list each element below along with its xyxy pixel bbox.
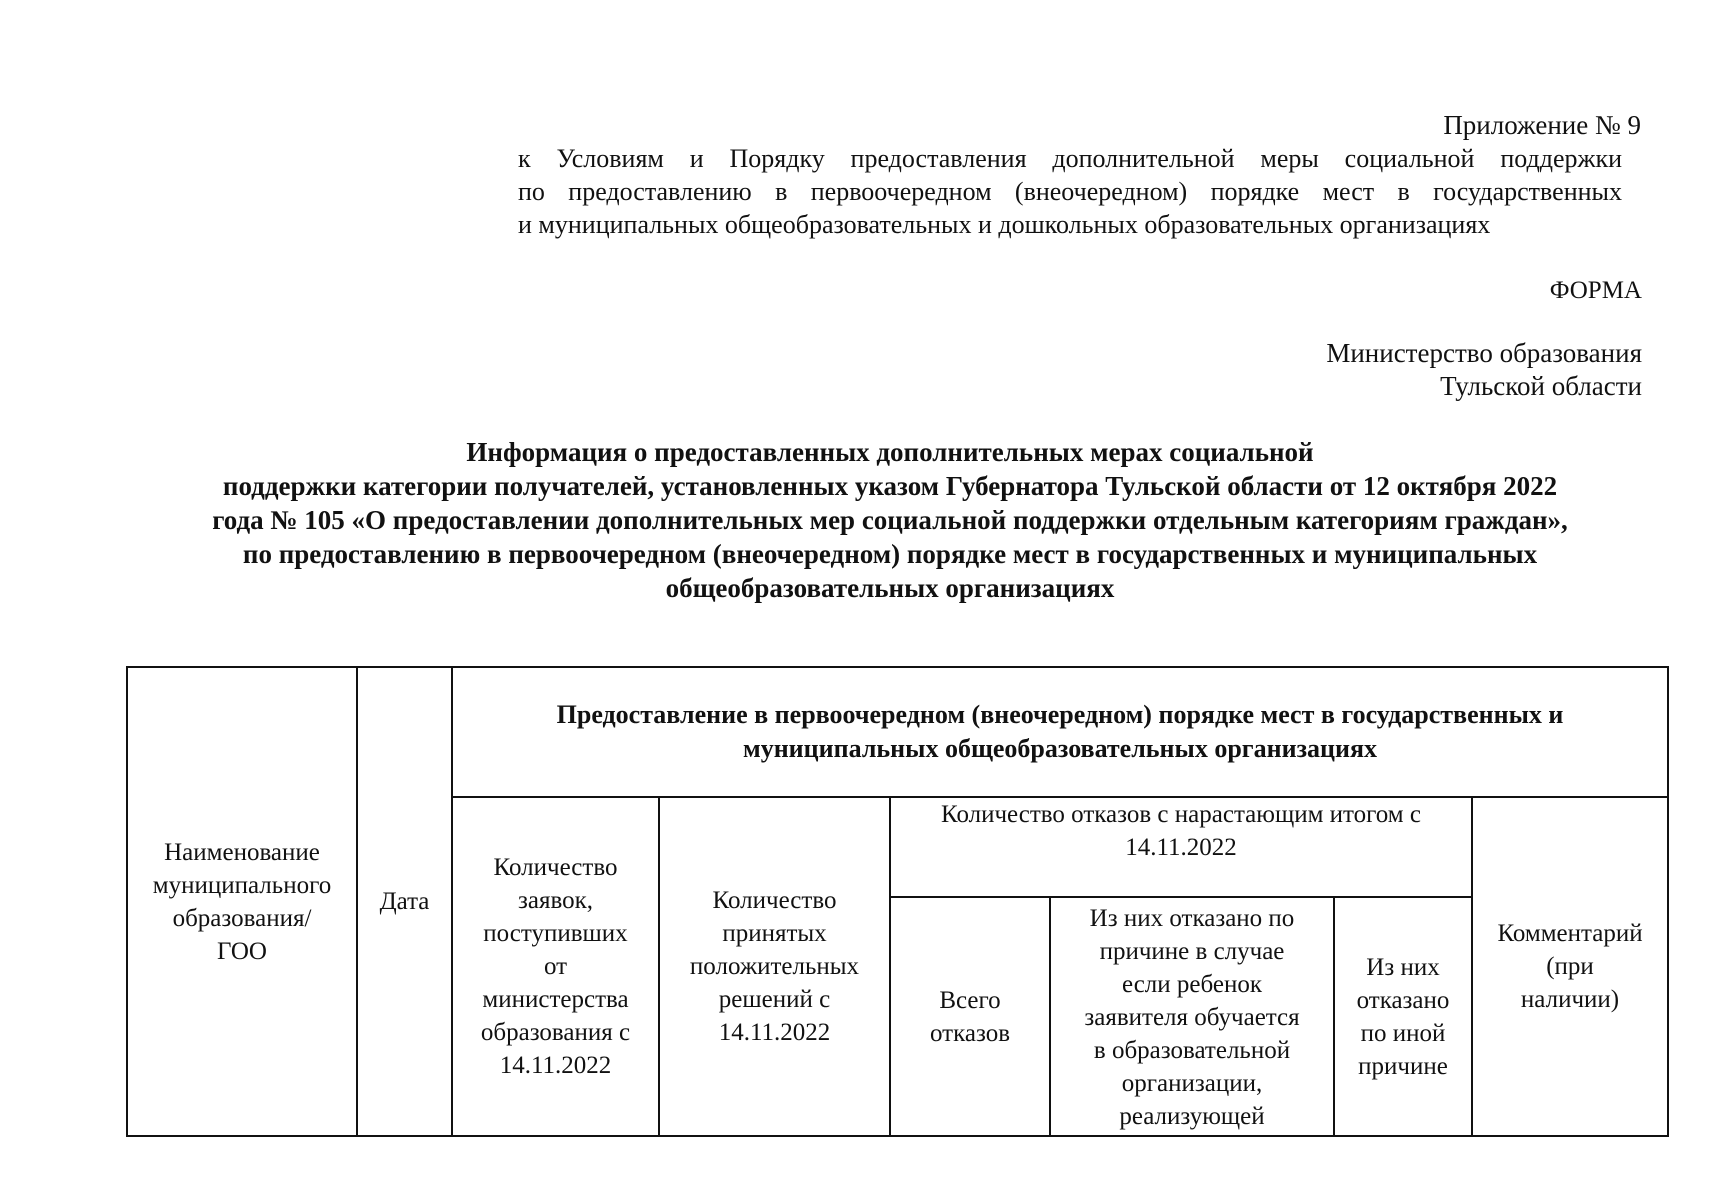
appendix-reference-line: к Условиям и Порядку предоставления дополнительной меры социальной поддержки [518, 144, 1622, 173]
header-refused-already-enrolled: Из них отказано по причине в случае если ребенок заявителя обучается в образовательной организации, реализующей [1050, 897, 1334, 1136]
header-accepted-count: Количество принятых положительных решений с 14.11.2022 [659, 797, 890, 1136]
header-comment: Комментарий (при наличии) [1472, 797, 1668, 1136]
header-date: Дата [357, 667, 452, 1136]
header-refusals-cumulative: Количество отказов с нарастающим итогом с 14.11.2022 [890, 797, 1472, 897]
form-label: ФОРМА [1549, 277, 1642, 304]
document-title-line: по предоставлению в первоочередном (внеочередном) порядке мест в государственных и муниципальных [242, 539, 1538, 569]
appendix-reference-line: и муниципальных общеобразовательных и дошкольных образовательных организациях [518, 210, 1491, 239]
addressee-line: Тульской области [1440, 371, 1642, 401]
document-title [130, 435, 1650, 605]
document-title-line: поддержки категории получателей, установленных указом Губернатора Тульской области от 12 октября 2022 [222, 471, 1558, 501]
header-total-refusals: Всего отказов [890, 897, 1050, 1136]
header-priority-placement: Предоставление в первоочередном (внеочередном) порядке мест в государственных и муниципальных общеобразовательных организациях [452, 667, 1668, 797]
header-municipality-name: Наименование муниципального образования/ ГОО [127, 667, 357, 1136]
appendix-reference-line: по предоставлению в первоочередном (внеочередном) порядке мест в государственных [518, 177, 1622, 206]
addressee-line: Министерство образования [1326, 338, 1642, 368]
document-title-line: общеобразовательных организациях [665, 573, 1115, 603]
document-title-line: Информация о предоставленных дополнительных мерах социальной [466, 437, 1314, 467]
appendix-title: Приложение № 9 [1443, 110, 1641, 140]
header-requests-count: Количество заявок, поступивших от министерства образования с 14.11.2022 [452, 797, 659, 1136]
report-form-table [126, 666, 1669, 1137]
document-title-line: года № 105 «О предоставлении дополнительных мер социальной поддержки отдельным категориям граждан», [212, 505, 1568, 535]
addressee [1326, 337, 1642, 403]
header-refused-other-reason: Из них отказано по иной причине [1334, 897, 1472, 1136]
appendix-reference [518, 142, 1622, 241]
